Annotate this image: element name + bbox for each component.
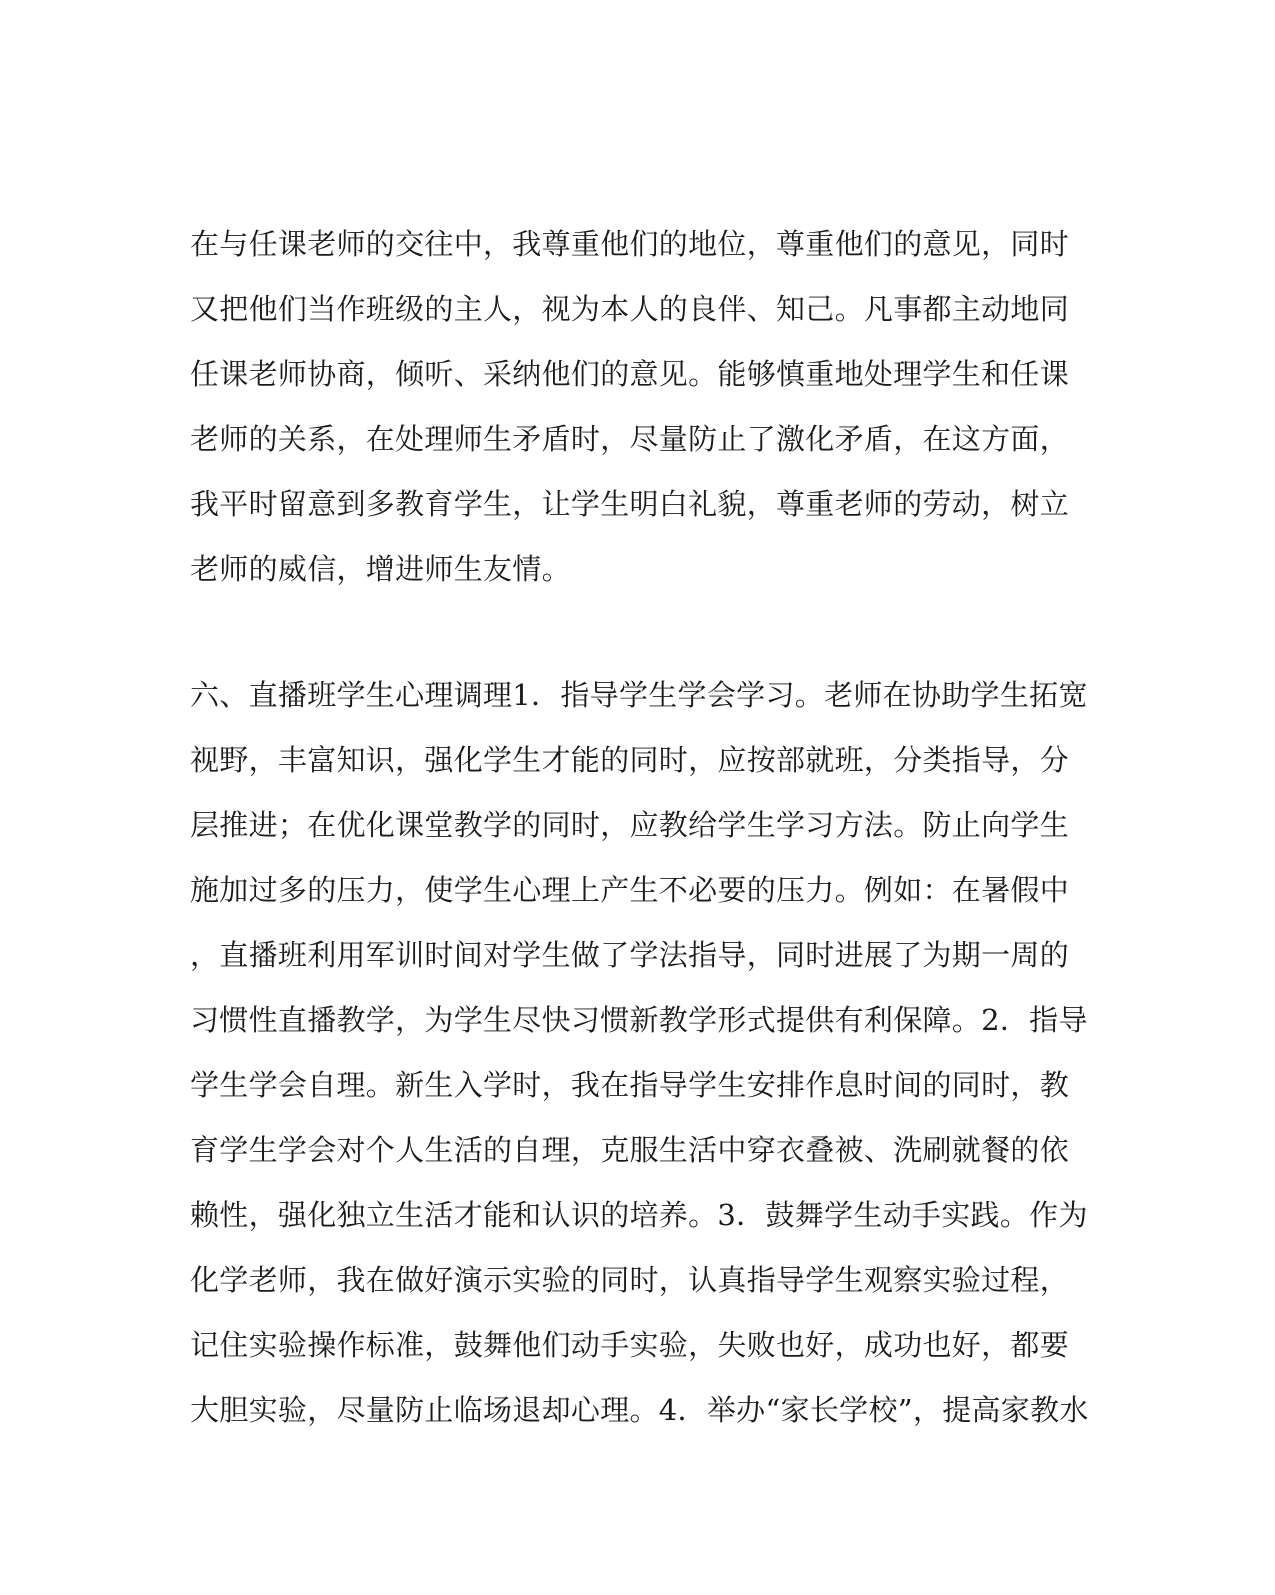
text-line: ，直播班利用军训时间对学生做了学法指导，同时进展了为期一周的 [190,938,1070,972]
text-line: 视野，丰富知识，强化学生才能的同时，应按部就班，分类指导，分 [190,743,1070,777]
text-line: 赖性，强化独立生活才能和认识的培养。3．鼓舞学生动手实践。作为 [190,1198,1088,1232]
text-line: 化学老师，我在做好演示实验的同时，认真指导学生观察实验过程， [190,1263,1070,1297]
text-line: 在与任课老师的交往中，我尊重他们的地位，尊重他们的意见，同时 [190,227,1070,261]
text-line: 记住实验操作标准，鼓舞他们动手实验，失败也好，成功也好，都要 [190,1328,1070,1362]
text-line: 习惯性直播教学，为学生尽快习惯新教学形式提供有利保障。2．指导 [190,1003,1088,1037]
text-line: 学生学会自理。新生入学时，我在指导学生安排作息时间的同时，教 [190,1068,1070,1102]
text-line: 育学生学会对个人生活的自理，克服生活中穿衣叠被、洗刷就餐的依 [190,1133,1070,1167]
text-line: 层推进；在优化课堂教学的同时，应教给学生学习方法。防止向学生 [190,808,1070,842]
text-line: 老师的关系，在处理师生矛盾时，尽量防止了激化矛盾，在这方面， [190,422,1070,456]
paragraph-teacher-relations [190,212,1070,602]
text-line: 老师的威信，增进师生友情。 [190,552,571,586]
text-line: 任课老师协商，倾听、采纳他们的意见。能够慎重地处理学生和任课 [190,357,1070,391]
text-line: 又把他们当作班级的主人，视为本人的良伴、知己。凡事都主动地同 [190,292,1070,326]
text-line: 大胆实验，尽量防止临场退却心理。4．举办“家长学校”，提高家教水 [190,1393,1089,1427]
text-line: 六、直播班学生心理调理1．指导学生学会学习。老师在协助学生拓宽 [190,678,1088,712]
paragraph-student-psychology [190,663,1089,1443]
text-line: 我平时留意到多教育学生，让学生明白礼貌，尊重老师的劳动，树立 [190,487,1070,521]
text-line: 施加过多的压力，使学生心理上产生不必要的压力。例如：在暑假中 [190,873,1070,907]
